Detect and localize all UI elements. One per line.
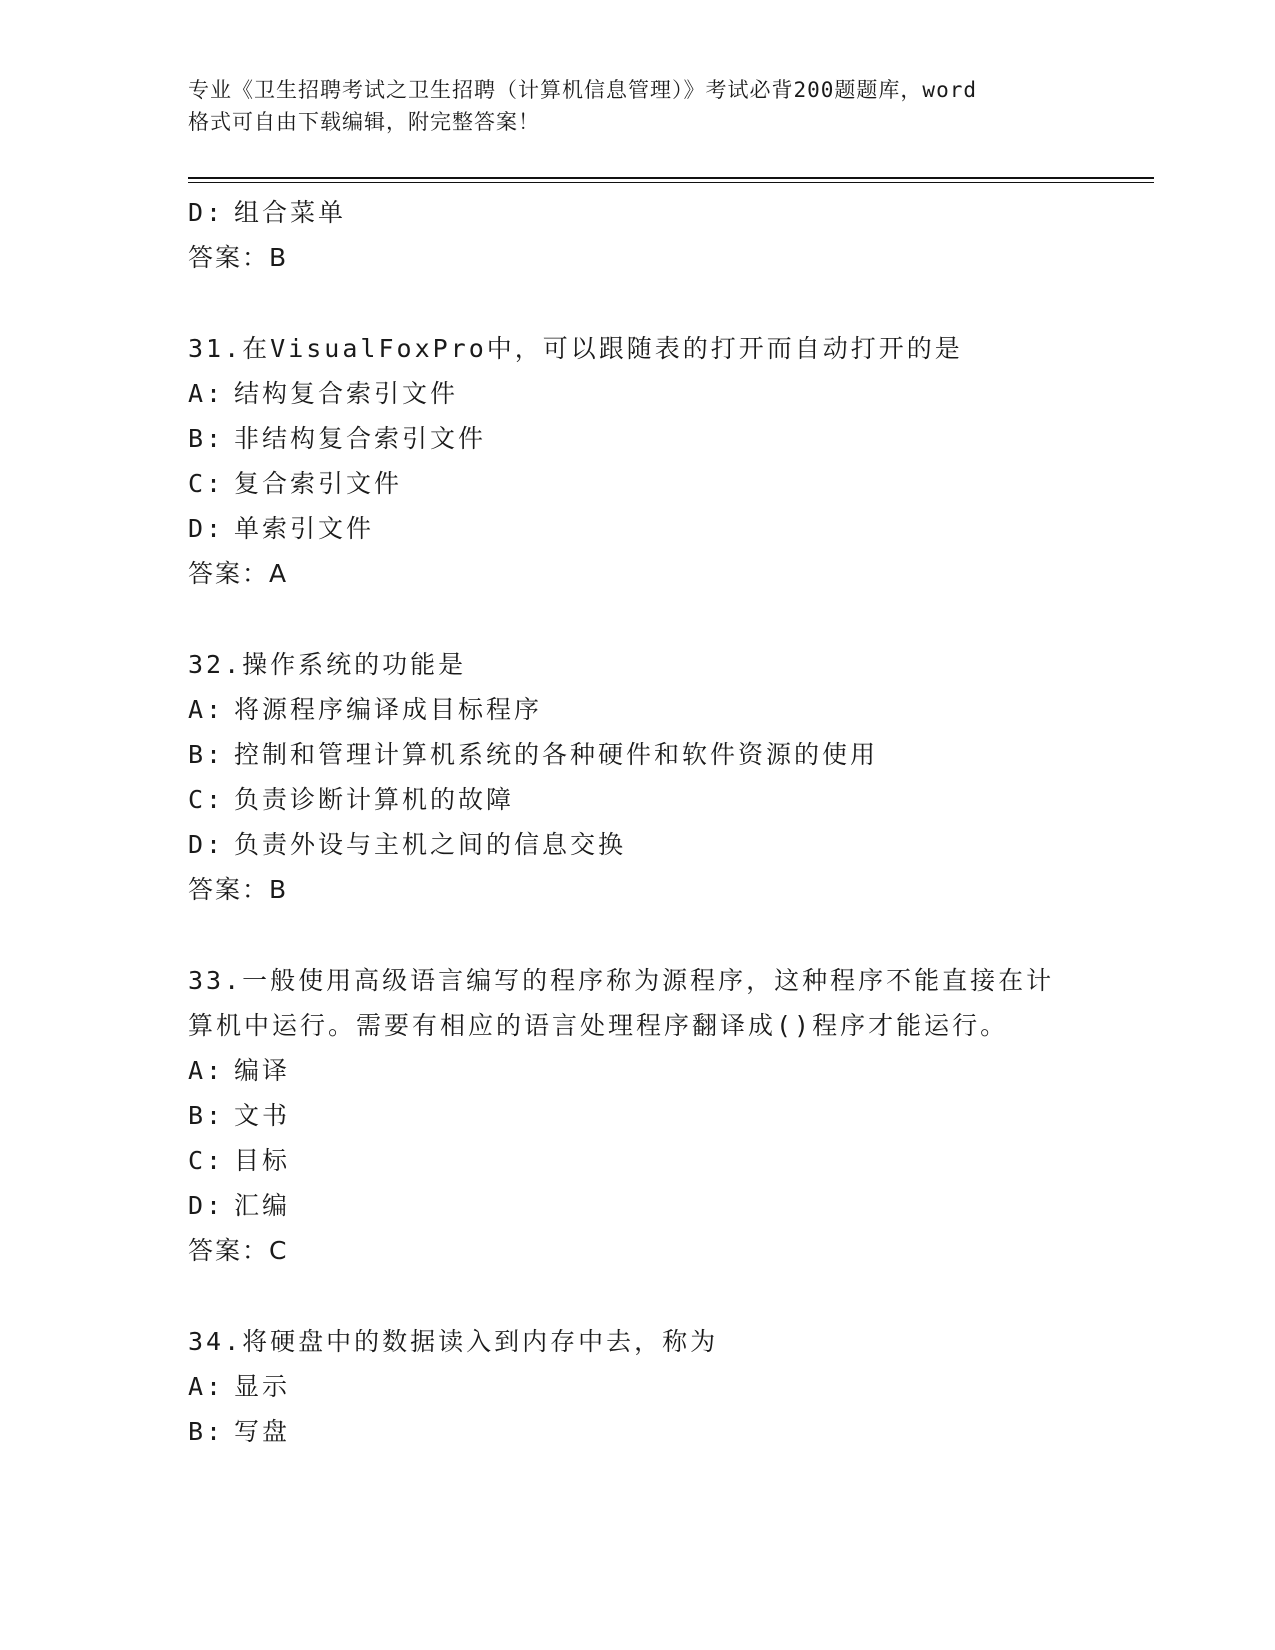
option-text: 汇编 — [234, 1191, 291, 1220]
option-text: 负责外设与主机之间的信息交换 — [234, 830, 627, 859]
option-b — [188, 1409, 1088, 1454]
option-a — [188, 687, 1088, 732]
header-line-2: 格式可自由下载编辑，附完整答案！ — [188, 110, 540, 134]
option-b — [188, 1093, 1088, 1138]
option-a — [188, 371, 1088, 416]
option-key: B: — [188, 740, 225, 769]
option-key: A: — [188, 695, 225, 724]
option-c — [188, 461, 1088, 506]
header-divider-thick — [188, 177, 1154, 179]
option-key: D: — [188, 514, 225, 543]
option-text: 目标 — [234, 1146, 291, 1175]
option-d — [188, 822, 1088, 867]
question-stem-line-2: 算机中运行。需要有相应的语言处理程序翻译成()程序才能运行。 — [188, 1011, 1009, 1040]
option-key: A: — [188, 379, 225, 408]
document-header — [188, 74, 1088, 138]
option-text: 组合菜单 — [234, 198, 347, 227]
option-text: 写盘 — [234, 1417, 291, 1446]
option-text: 将源程序编译成目标程序 — [234, 695, 543, 724]
option-c — [188, 1138, 1088, 1183]
answer-line: 答案：C — [188, 1236, 289, 1265]
option-c — [188, 777, 1088, 822]
answer-line: 答案：B — [188, 875, 289, 904]
option-key: C: — [188, 785, 225, 814]
option-key: B: — [188, 1417, 225, 1446]
option-b — [188, 732, 1088, 777]
option-key: C: — [188, 469, 225, 498]
option-key: B: — [188, 1101, 225, 1130]
answer-line: 答案：A — [188, 559, 289, 588]
option-key: C: — [188, 1146, 225, 1175]
option-key: A: — [188, 1056, 225, 1085]
option-text: 结构复合索引文件 — [234, 379, 459, 408]
option-d — [188, 506, 1088, 551]
option-d — [188, 1183, 1088, 1228]
option-text: 显示 — [234, 1372, 291, 1401]
option-key: D: — [188, 830, 225, 859]
question-list — [188, 190, 1088, 1454]
option-b — [188, 416, 1088, 461]
header-line-1: 专业《卫生招聘考试之卫生招聘（计算机信息管理）》考试必背200题题库，word — [188, 78, 977, 102]
option-text: 编译 — [234, 1056, 291, 1085]
option-text: 单索引文件 — [234, 514, 375, 543]
question-stem-line-1: 33.一般使用高级语言编写的程序称为源程序，这种程序不能直接在计 — [188, 966, 1055, 995]
option-text: 负责诊断计算机的故障 — [234, 785, 515, 814]
header-divider-thin — [188, 182, 1154, 183]
option-key: A: — [188, 1372, 225, 1401]
option-a — [188, 1048, 1088, 1093]
question-stem: 34.将硬盘中的数据读入到内存中去，称为 — [188, 1327, 719, 1356]
option-key: B: — [188, 424, 225, 453]
answer-line: 答案：B — [188, 243, 289, 272]
option-a — [188, 1364, 1088, 1409]
option-text: 文书 — [234, 1101, 291, 1130]
option-d — [188, 190, 1088, 235]
option-text: 复合索引文件 — [234, 469, 403, 498]
option-key: D: — [188, 1191, 225, 1220]
question-stem: 31.在VisualFoxPro中，可以跟随表的打开而自动打开的是 — [188, 334, 963, 363]
option-text: 非结构复合索引文件 — [234, 424, 487, 453]
option-text: 控制和管理计算机系统的各种硬件和软件资源的使用 — [234, 740, 879, 769]
question-stem: 32.操作系统的功能是 — [188, 650, 467, 679]
option-key: D: — [188, 198, 225, 227]
